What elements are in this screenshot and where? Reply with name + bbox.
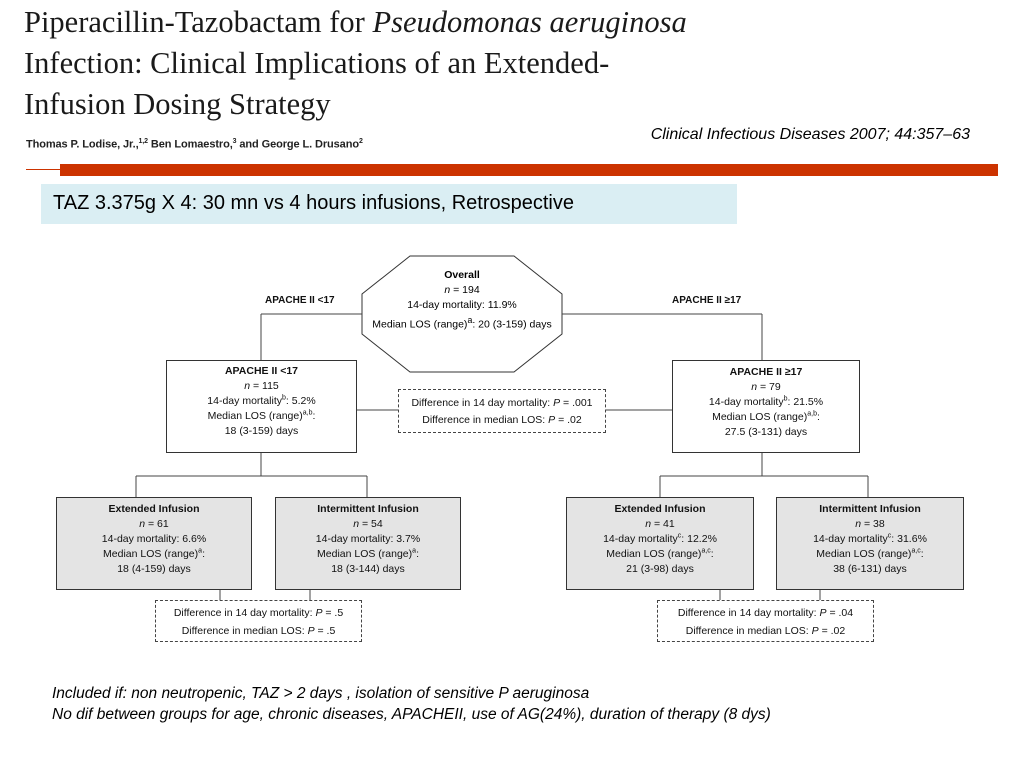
high-intermittent-n-value: = 38 [861, 518, 885, 530]
high-intermittent-los-value: 38 (6-131) days [833, 563, 907, 575]
overall-los-footnote: a [467, 315, 473, 325]
apache-low-mort-footnote: b [282, 394, 286, 402]
overall-n-symbol: n [444, 284, 451, 296]
low-extended-n-symbol: n [139, 518, 146, 530]
high-extended-n [567, 517, 753, 532]
low-intermittent-los-colon: : [416, 548, 419, 560]
diff-top-mortality [399, 395, 605, 412]
title-line2: Infection: Clinical Implications of an Extended- [24, 46, 610, 80]
high-extended-mort-value: : 12.2% [681, 533, 717, 545]
diff-low-node [155, 600, 362, 642]
apache-low-los-footnote: a,b [302, 409, 313, 417]
apache-low-los-value: 18 (3-159) days [224, 425, 299, 437]
diff-top-los-label: Difference in median LOS: [422, 414, 549, 426]
diff-high-los-value: = .02 [818, 625, 846, 637]
low-extended-los-colon: : [202, 548, 205, 560]
low-extended-los [57, 547, 251, 562]
high-intermittent-node [776, 497, 964, 590]
low-intermittent-los-value: 18 (3-144) days [331, 563, 405, 575]
high-extended-mort-footnote: c [677, 532, 682, 540]
high-intermittent-title: Intermittent Infusion [819, 503, 921, 515]
low-extended-n [57, 517, 251, 532]
overall-n [362, 283, 562, 298]
overall-los-label: Median LOS (range) [372, 318, 468, 331]
author-3: and George L. Drusano [236, 138, 359, 151]
low-intermittent-n-value: = 54 [359, 518, 383, 530]
apache-high-n [673, 380, 859, 395]
low-extended-los-label: Median LOS (range) [103, 548, 199, 560]
high-intermittent-los-label: Median LOS (range) [816, 548, 912, 560]
high-intermittent-los-footnote: a,c [911, 547, 921, 555]
diff-low-los-p-symbol: P [307, 625, 315, 637]
apache-low-n-value: = 115 [250, 380, 279, 392]
diff-low-mort-value: = .5 [322, 607, 344, 619]
low-intermittent-n-symbol: n [353, 518, 360, 530]
low-intermittent-title: Intermittent Infusion [317, 503, 419, 515]
branch-label-high: APACHE II ≥17 [672, 295, 742, 306]
low-extended-title: Extended Infusion [108, 503, 200, 515]
apache-high-los-label: Median LOS (range) [712, 411, 808, 423]
low-extended-node [56, 497, 252, 590]
low-intermittent-los-footnote: a [412, 547, 417, 555]
high-extended-n-value: = 41 [651, 518, 675, 530]
high-extended-node [566, 497, 754, 590]
study-summary-text: TAZ 3.375g X 4: 30 mn vs 4 hours infusions, Retrospective [53, 192, 574, 214]
author-1-affiliation: 1,2 [138, 138, 148, 145]
diff-low-mortality [156, 604, 361, 622]
high-intermittent-los-colon: : [920, 548, 924, 560]
author-3-affiliation: 2 [358, 138, 363, 145]
apache-low-mortality [167, 394, 356, 409]
apache-high-los-colon: : [816, 411, 820, 423]
overall-los-value: : 20 (3-159) days [472, 318, 552, 331]
author-2: Ben Lomaestro, [147, 138, 233, 151]
group-comparison-note: No dif between groups for age, chronic diseases, APACHEII, use of AG(24%), duration of therapy (8 dys) [52, 706, 771, 723]
overall-los [362, 313, 562, 333]
apache-low-los-label: Median LOS (range) [207, 410, 303, 422]
study-notes [52, 683, 771, 725]
high-extended-los-colon: : [710, 548, 714, 560]
diff-top-los-p-symbol: P [548, 414, 556, 426]
diff-top-node [398, 389, 606, 433]
title-line3: Infusion Dosing Strategy [24, 87, 331, 121]
apache-low-title: APACHE II <17 [224, 365, 299, 377]
diff-high-mort-value: = .04 [826, 607, 854, 619]
high-intermittent-los [777, 547, 963, 562]
apache-high-mort-label: 14-day mortality [708, 396, 784, 408]
title-organism: Pseudomonas aeruginosa [372, 5, 687, 39]
diff-high-los [658, 622, 873, 640]
apache-high-los [673, 410, 859, 425]
low-intermittent-los-label: Median LOS (range) [317, 548, 413, 560]
author-2-affiliation: 3 [232, 138, 237, 145]
overall-n-value: = 194 [450, 284, 480, 296]
high-extended-title: Extended Infusion [614, 503, 706, 515]
diff-low-p-symbol: P [315, 607, 323, 619]
apache-high-mortality [673, 395, 859, 410]
diff-low-mort-label: Difference in 14 day mortality: [173, 607, 316, 619]
high-intermittent-mortality [777, 532, 963, 547]
high-extended-mort-label: 14-day mortality [603, 533, 678, 545]
apache-high-node [672, 360, 860, 453]
journal-citation: Clinical Infectious Diseases 2007; 44:357–63 [650, 126, 970, 143]
high-extended-n-symbol: n [645, 518, 652, 530]
high-intermittent-n [777, 517, 963, 532]
title-part1: Piperacillin-Tazobactam for [24, 5, 373, 39]
apache-low-mort-value: : 5.2% [285, 395, 316, 407]
branch-label-low: APACHE II <17 [265, 295, 335, 306]
high-intermittent-mort-footnote: c [887, 532, 892, 540]
apache-high-los-footnote: a,b [807, 410, 817, 418]
apache-low-node [166, 360, 357, 453]
overall-node [362, 268, 562, 333]
high-intermittent-mort-value: : 31.6% [891, 533, 927, 545]
diff-top-p-symbol: P [553, 397, 561, 409]
apache-high-n-value: = 79 [757, 381, 781, 393]
low-extended-n-value: = 61 [145, 518, 169, 530]
diff-high-mortality [658, 604, 873, 622]
low-extended-los-footnote: a [198, 547, 203, 555]
apache-high-n-symbol: n [751, 381, 758, 393]
diff-top-los [399, 412, 605, 429]
apache-low-los-colon: : [312, 410, 316, 422]
diff-high-los-label: Difference in median LOS: [685, 625, 812, 637]
diff-high-los-p-symbol: P [811, 625, 819, 637]
diff-low-los-label: Difference in median LOS: [181, 625, 308, 637]
diff-low-los [156, 622, 361, 640]
apache-high-mort-footnote: b [783, 395, 788, 403]
high-intermittent-mort-label: 14-day mortality [813, 533, 888, 545]
overall-mortality: 14-day mortality: 11.9% [407, 299, 517, 311]
inclusion-criteria: Included if: non neutropenic, TAZ > 2 days , isolation of sensitive P aeruginosa [52, 685, 590, 702]
apache-high-title: APACHE II ≥17 [729, 366, 803, 378]
low-intermittent-los [276, 547, 460, 562]
low-intermittent-n [276, 517, 460, 532]
apache-low-n [167, 379, 356, 394]
apache-low-los [167, 409, 356, 424]
diff-high-node [657, 600, 874, 642]
high-extended-los-label: Median LOS (range) [606, 548, 702, 560]
diff-high-mort-label: Difference in 14 day mortality: [677, 607, 820, 619]
apache-high-mort-value: : 21.5% [787, 396, 824, 408]
diff-high-p-symbol: P [819, 607, 827, 619]
diff-top-mort-value: = .001 [560, 397, 593, 409]
low-intermittent-mortality: 14-day mortality: 3.7% [315, 533, 421, 545]
diff-top-los-value: = .02 [555, 414, 582, 426]
high-extended-los-value: 21 (3-98) days [626, 563, 694, 575]
high-extended-mortality [567, 532, 753, 547]
low-extended-los-value: 18 (4-159) days [117, 563, 191, 575]
diff-top-mort-label: Difference in 14 day mortality: [411, 397, 554, 409]
apache-low-mort-label: 14-day mortality [207, 395, 282, 407]
high-extended-los [567, 547, 753, 562]
author-1: Thomas P. Lodise, Jr., [26, 138, 139, 151]
low-extended-mortality: 14-day mortality: 6.6% [101, 533, 207, 545]
high-extended-los-footnote: a,c [701, 547, 711, 555]
apache-low-n-symbol: n [244, 380, 251, 392]
diff-low-los-value: = .5 [314, 625, 336, 637]
apache-high-los-value: 27.5 (3-131) days [724, 426, 808, 438]
low-intermittent-node [275, 497, 461, 590]
overall-title: Overall [444, 269, 480, 281]
high-intermittent-n-symbol: n [855, 518, 862, 530]
